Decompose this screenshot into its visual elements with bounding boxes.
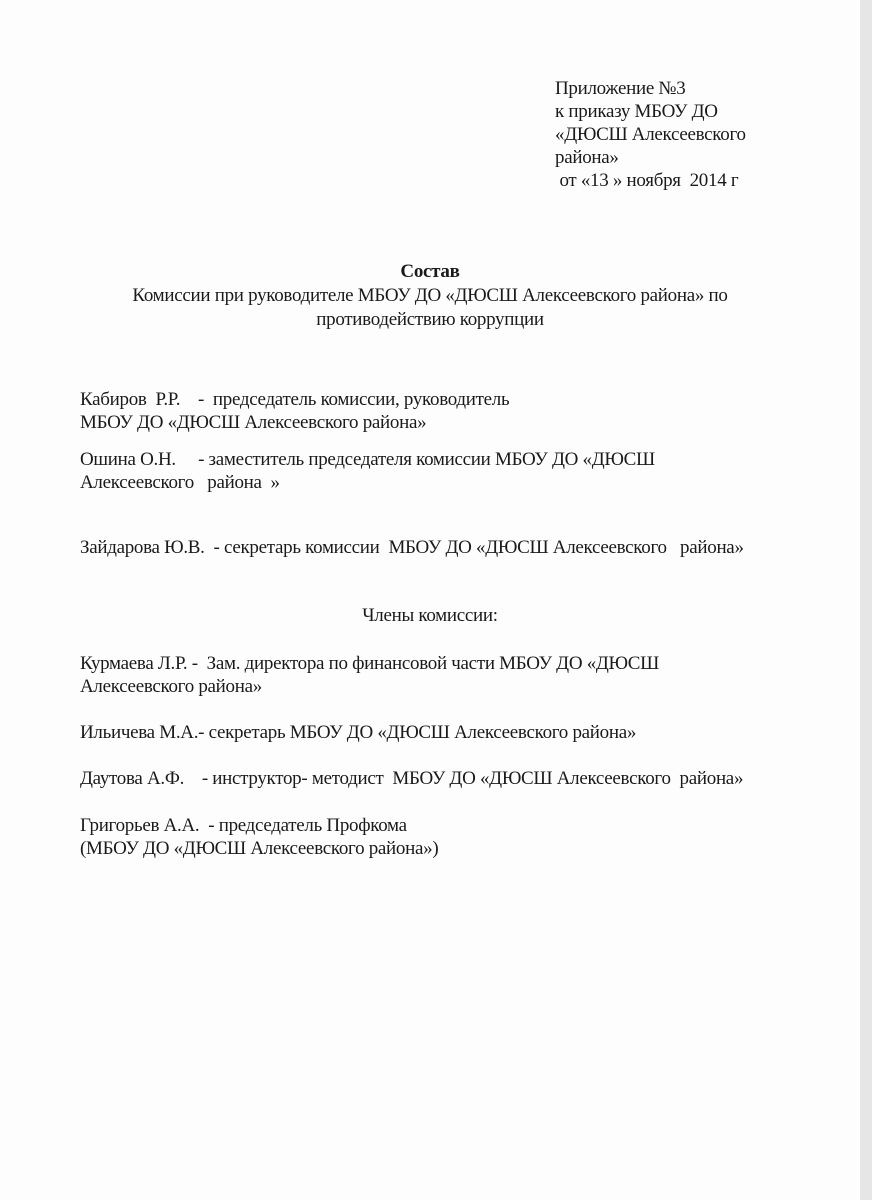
chairman-line: МБОУ ДО «ДЮСШ Алексеевского района»: [80, 412, 427, 433]
header-line: от «13 » ноября 2014 г: [555, 170, 739, 191]
member-line: Курмаева Л.Р. - Зам. директора по финансовой части МБОУ ДО «ДЮСШ: [80, 653, 660, 674]
header-line: Приложение №3: [555, 78, 686, 99]
secretary-line: Зайдарова Ю.В. - секретарь комиссии МБОУ ДО «ДЮСШ Алексеевского района»: [80, 537, 744, 558]
member-line: Григорьев А.А. - председатель Профкома: [80, 815, 407, 836]
header-line: «ДЮСШ Алексеевского: [555, 124, 746, 145]
title-subtitle: противодействию коррупции: [316, 309, 544, 330]
member-line: Ильичева М.А.- секретарь МБОУ ДО «ДЮСШ Алексеевского района»: [80, 722, 637, 743]
deputy-line: Ошина О.Н. - заместитель председателя комиссии МБОУ ДО «ДЮСШ: [80, 449, 655, 470]
member-line: Даутова А.Ф. - инструктор- методист МБОУ ДО «ДЮСШ Алексеевского района»: [80, 768, 744, 789]
title-heading: Состав: [400, 261, 460, 282]
member-line: (МБОУ ДО «ДЮСШ Алексеевского района»): [80, 838, 439, 859]
header-line: к приказу МБОУ ДО: [555, 101, 718, 122]
scan-edge: [860, 0, 872, 1200]
title-subtitle: Комиссии при руководителе МБОУ ДО «ДЮСШ Алексеевского района» по: [132, 285, 728, 306]
members-heading: Члены комиссии:: [362, 605, 498, 626]
member-line: Алексеевского района»: [80, 676, 262, 697]
chairman-line: Кабиров Р.Р. - председатель комиссии, руководитель: [80, 389, 510, 410]
header-line: района»: [555, 147, 619, 168]
deputy-line: Алексеевского района »: [80, 472, 280, 493]
